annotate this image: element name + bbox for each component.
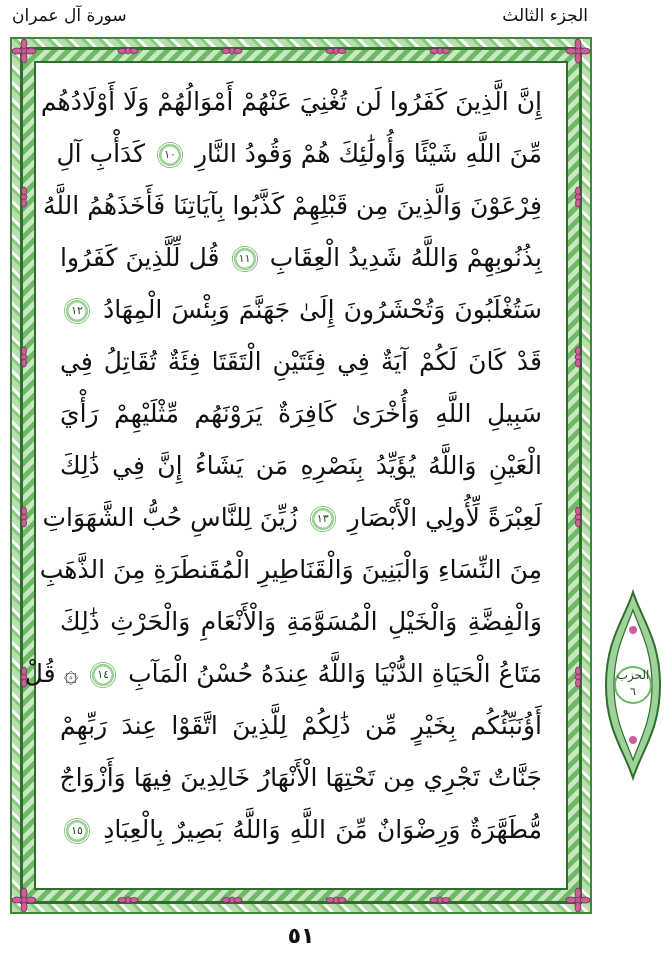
hizb-number: ٦ <box>630 685 636 698</box>
ayah-marker-15: ١٥ <box>64 818 90 844</box>
page-header <box>0 0 672 40</box>
text-line-11: وَالْفِضَّةِ وَالْخَيْلِ الْمُسَوَّمَةِ وَالْأَنْعَامِ وَالْحَرْثِ ذَٰلِكَ <box>60 607 542 636</box>
text-line-15: مُّطَهَّرَةٌ وَرِضْوَانٌ مِّنَ اللَّهِ وَاللَّهُ بَصِيرٌ بِالْعِبَادِ ١٥ <box>60 808 542 852</box>
text-line-4: بِذُنُوبِهِمْ وَاللَّهُ شَدِيدُ الْعِقَابِ ١١ قُل لِّلَّذِينَ كَفَرُوا <box>60 243 542 272</box>
text-line-10: مِنَ النِّسَاءِ وَالْبَنِينَ وَالْقَنَاطِيرِ الْمُقَنطَرَةِ مِنَ الذَّهَبِ <box>39 555 542 584</box>
text-line-6: قَدْ كَانَ لَكُمْ آيَةٌ فِي فِئَتَيْنِ الْتَقَتَا فِئَةٌ تُقَاتِلُ فِي <box>60 347 542 376</box>
text-line-8: الْعَيْنِ وَاللَّهُ يُؤَيِّدُ بِنَصْرِهِ مَن يَشَاءُ إِنَّ فِي ذَٰلِكَ <box>60 451 542 480</box>
ayah-marker-12: ١٢ <box>64 298 90 324</box>
text-line-7: سَبِيلِ اللَّهِ وَأُخْرَىٰ كَافِرَةٌ يَرَوْنَهُم مِّثْلَيْهِمْ رَأْيَ <box>60 399 542 428</box>
ayah-marker-14: ١٤ <box>90 662 116 688</box>
rub-el-hizb-icon: ۞ <box>63 659 79 688</box>
hizb-medallion <box>602 590 664 780</box>
text-line-13: أَؤُنَبِّئُكُم بِخَيْرٍ مِّن ذَٰلِكُمْ لِلَّذِينَ اتَّقَوْا عِندَ رَبِّهِمْ <box>60 711 542 740</box>
ayah-marker-13: ١٣ <box>310 506 336 532</box>
hizb-label: الحزب <box>616 668 650 682</box>
text-line-14: جَنَّاتٌ تَجْرِي مِن تَحْتِهَا الْأَنْهَارُ خَالِدِينَ فِيهَا وَأَزْوَاجٌ <box>59 763 542 792</box>
quran-text <box>24 80 542 880</box>
text-line-12: مَتَاعُ الْحَيَاةِ الدُّنْيَا وَاللَّهُ عِندَهُ حُسْنُ الْمَآبِ ١٤ ۞ قُلْ <box>24 659 542 688</box>
text-line-5: سَتُغْلَبُونَ وَتُحْشَرُونَ إِلَىٰ جَهَنَّمَ وَبِئْسَ الْمِهَادُ ١٢ <box>60 288 542 332</box>
page-number: ٥١ <box>287 924 315 949</box>
text-line-9: لَعِبْرَةً لِّأُولِي الْأَبْصَارِ ١٣ زُيِّنَ لِلنَّاسِ حُبُّ الشَّهَوَاتِ <box>42 503 542 532</box>
juz-title: الجزء الثالث <box>502 6 588 26</box>
text-line-2: مِّنَ اللَّهِ شَيْئًا وَأُولَٰئِكَ هُمْ وَقُودُ النَّارِ ١٠ كَدَأْبِ آلِ <box>56 139 542 168</box>
text-line-3: فِرْعَوْنَ وَالَّذِينَ مِن قَبْلِهِمْ كَذَّبُوا بِآيَاتِنَا فَأَخَذَهُمُ اللَّهُ <box>43 191 542 220</box>
surah-title: سورة آل عمران <box>12 6 127 26</box>
ayah-marker-11: ١١ <box>232 246 258 272</box>
text-line-1: إِنَّ الَّذِينَ كَفَرُوا لَن تُغْنِيَ عَنْهُمْ أَمْوَالُهُمْ وَلَا أَوْلَادُهُم <box>40 87 542 116</box>
ayah-marker-10: ١٠ <box>157 142 183 168</box>
